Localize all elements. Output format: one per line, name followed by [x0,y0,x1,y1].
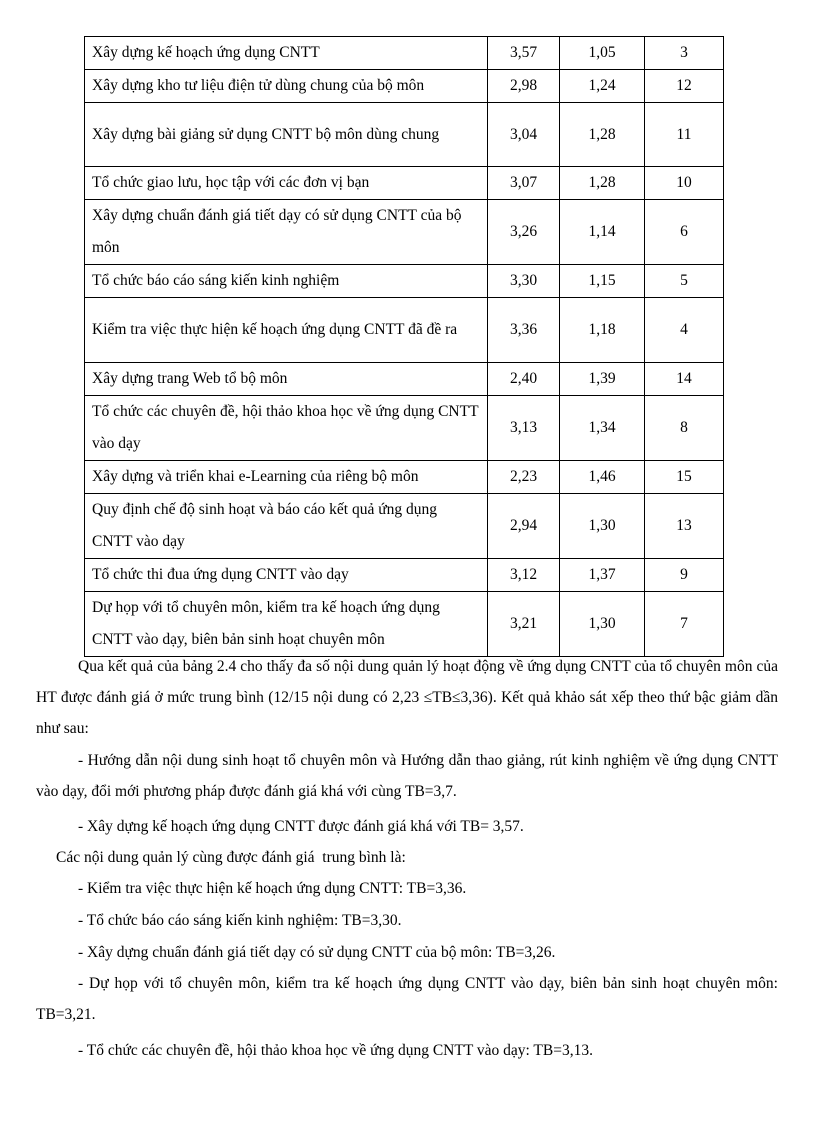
mean-cell: 3,36 [488,298,560,363]
rank-cell: 11 [645,103,724,167]
mean-cell: 3,04 [488,103,560,167]
mean-cell: 3,21 [488,592,560,657]
rank-cell: 14 [645,363,724,396]
mean-cell: 2,94 [488,494,560,559]
bullet-item: - Xây dựng kế hoạch ứng dụng CNTT được đánh giá khá với TB= 3,57. [78,818,524,835]
table-row [85,396,724,461]
table-row [85,363,724,396]
table-row [85,103,724,167]
bullet-item: - Tổ chức các chuyên đề, hội thảo khoa học về ứng dụng CNTT vào dạy: TB=3,13. [78,1042,593,1059]
sd-cell: 1,24 [560,70,645,103]
bullet-item: - Kiểm tra việc thực hiện kế hoạch ứng dụng CNTT: TB=3,36. [78,880,467,897]
content-cell: Tổ chức báo cáo sáng kiến kinh nghiệm [85,265,488,298]
rank-cell: 10 [645,167,724,200]
sd-cell: 1,15 [560,265,645,298]
bullet-item: - Dự họp với tổ chuyên môn, kiểm tra kế hoạch ứng dụng CNTT vào dạy, biên bản sinh hoạt chuyên môn: TB=3,21. [36,975,778,1023]
sd-cell: 1,46 [560,461,645,494]
table-row [85,592,724,657]
sd-cell: 1,14 [560,200,645,265]
analysis-paragraph: Qua kết quả của bảng 2.4 cho thấy đa số nội dung quản lý hoạt động về ứng dụng CNTT của tổ chuyên môn của HT được đánh giá ở mức trung bình (12/15 nội dung có 2,23 ≤TB≤3,36). Kết quả khảo sát xếp theo thứ bậc giảm dần như sau: [36,658,778,737]
mean-cell: 3,13 [488,396,560,461]
table-row [85,70,724,103]
sd-cell: 1,37 [560,559,645,592]
rank-cell: 4 [645,298,724,363]
rank-cell: 7 [645,592,724,657]
bullet-item: - Tổ chức báo cáo sáng kiến kinh nghiệm: TB=3,30. [78,912,402,929]
content-cell: Xây dựng bài giảng sử dụng CNTT bộ môn dùng chung [85,103,488,167]
content-cell: Kiểm tra việc thực hiện kế hoạch ứng dụng CNTT đã đề ra [85,298,488,363]
mean-cell: 2,98 [488,70,560,103]
sd-cell: 1,39 [560,363,645,396]
mean-cell: 3,30 [488,265,560,298]
rank-cell: 9 [645,559,724,592]
mean-cell: 2,40 [488,363,560,396]
content-cell: Dự họp với tổ chuyên môn, kiểm tra kế hoạch ứng dụng CNTT vào dạy, biên bản sinh hoạt chuyên môn [85,592,488,657]
rank-cell: 5 [645,265,724,298]
sd-cell: 1,34 [560,396,645,461]
sd-cell: 1,28 [560,167,645,200]
survey-results-table [84,36,724,657]
sd-cell: 1,18 [560,298,645,363]
bullet-item: - Hướng dẫn nội dung sinh hoạt tổ chuyên môn và Hướng dẫn thao giảng, rút kinh nghiệm về ứng dụng CNTT vào dạy, đổi mới phương pháp được đánh giá khá với cùng TB=3,7. [36,752,778,800]
table-row [85,298,724,363]
rank-cell: 8 [645,396,724,461]
mean-cell: 3,12 [488,559,560,592]
content-cell: Xây dựng chuẩn đánh giá tiết dạy có sử dụng CNTT của bộ môn [85,200,488,265]
table-row [85,37,724,70]
table-row [85,200,724,265]
table-row [85,559,724,592]
sd-cell: 1,30 [560,592,645,657]
rank-cell: 3 [645,37,724,70]
table-row [85,265,724,298]
rank-cell: 15 [645,461,724,494]
table-row [85,167,724,200]
content-cell: Xây dựng và triển khai e-Learning của riêng bộ môn [85,461,488,494]
rank-cell: 12 [645,70,724,103]
bullet-item: - Xây dựng chuẩn đánh giá tiết dạy có sử dụng CNTT của bộ môn: TB=3,26. [78,944,556,961]
content-cell: Xây dựng kho tư liệu điện tử dùng chung của bộ môn [85,70,488,103]
content-cell: Tổ chức giao lưu, học tập với các đơn vị bạn [85,167,488,200]
content-cell: Xây dựng trang Web tổ bộ môn [85,363,488,396]
section-heading: Các nội dung quản lý cùng được đánh giá trung bình là: [56,849,406,866]
sd-cell: 1,28 [560,103,645,167]
content-cell: Tổ chức thi đua ứng dụng CNTT vào dạy [85,559,488,592]
sd-cell: 1,30 [560,494,645,559]
table-row [85,494,724,559]
content-cell: Tổ chức các chuyên đề, hội thảo khoa học về ứng dụng CNTT vào dạy [85,396,488,461]
rank-cell: 6 [645,200,724,265]
table-row [85,461,724,494]
content-cell: Xây dựng kế hoạch ứng dụng CNTT [85,37,488,70]
mean-cell: 3,26 [488,200,560,265]
mean-cell: 3,57 [488,37,560,70]
mean-cell: 2,23 [488,461,560,494]
rank-cell: 13 [645,494,724,559]
sd-cell: 1,05 [560,37,645,70]
mean-cell: 3,07 [488,167,560,200]
content-cell: Quy định chế độ sinh hoạt và báo cáo kết quả ứng dụng CNTT vào dạy [85,494,488,559]
